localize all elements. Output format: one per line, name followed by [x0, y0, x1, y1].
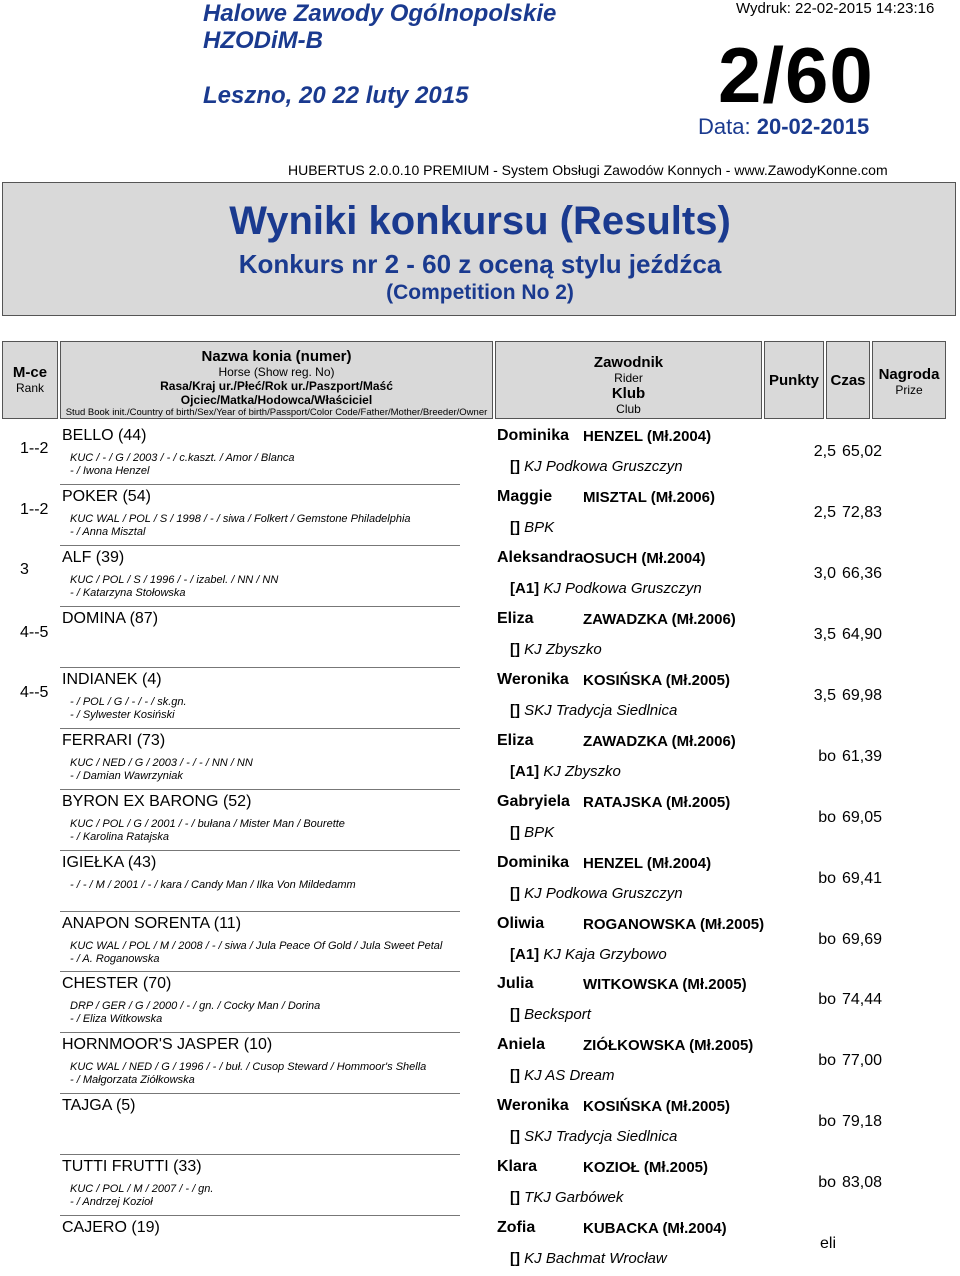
horse-owner: - / Damian Wawrzyniak	[70, 770, 183, 782]
horse-name: CAJERO	[62, 1219, 127, 1236]
rider-first-name: Eliza	[497, 610, 534, 627]
rider-last-name: RATAJSKA (Mł.2005)	[583, 794, 731, 811]
rider-first-name: Julia	[497, 975, 534, 992]
software-credit: HUBERTUS 2.0.0.10 PREMIUM - System Obsługi Zawodów Konnych - www.ZawodyKonne.com	[288, 162, 888, 178]
horse-number: (70)	[142, 975, 172, 992]
club-tag: []	[510, 1189, 520, 1206]
row-points: bo	[818, 1113, 836, 1130]
rank-header-label: M-ce	[12, 364, 48, 381]
row-horse	[62, 427, 147, 445]
horse-number: (19)	[131, 1219, 160, 1236]
row-time: 69,41	[842, 870, 883, 887]
horse-number: (43)	[127, 854, 157, 871]
rider-last-name: ZAWADZKA (Mł.2006)	[583, 733, 736, 750]
row-time: 64,90	[842, 626, 883, 643]
row-points: bo	[818, 1052, 836, 1069]
row-time: 61,39	[842, 748, 883, 765]
rider-first-name: Maggie	[497, 488, 553, 505]
horse-details: KUC WAL / POL / M / 2008 / - / siwa / Jula Peace Of Gold / Jula Sweet Petal	[70, 940, 443, 952]
rider-last-name: KOSIŃSKA (Mł.2005)	[583, 1098, 730, 1115]
row-separator	[60, 545, 460, 546]
rider-club	[510, 1006, 591, 1023]
col-header-rider	[495, 341, 762, 419]
row-rank: 3	[20, 561, 29, 578]
rider-club	[510, 1128, 677, 1145]
row-time: 74,44	[842, 991, 883, 1008]
rider-first-name: Aniela	[497, 1036, 546, 1053]
row-separator	[60, 1215, 460, 1216]
club-tag: [A1]	[510, 580, 540, 597]
event-title-2: HZODiM-B	[203, 27, 323, 54]
row-separator	[60, 667, 460, 668]
row-rank: 4--5	[20, 624, 49, 641]
row-points: 3,5	[813, 626, 836, 643]
horse-name: CHESTER	[62, 975, 139, 992]
row-separator	[60, 911, 460, 912]
horse-name: DOMINA	[62, 610, 126, 627]
rider-club	[510, 824, 554, 841]
row-horse	[62, 793, 251, 811]
points-header-label: Punkty	[768, 372, 819, 389]
rider-first-name: Oliwia	[497, 915, 545, 932]
horse-details: KUC / POL / S / 1996 / - / izabel. / NN / NN	[70, 574, 279, 586]
club-tag: [A1]	[510, 763, 540, 780]
rider-first-name: Klara	[497, 1158, 538, 1175]
row-separator	[60, 606, 460, 607]
horse-owner: - / Eliza Witkowska	[70, 1013, 163, 1025]
rider-last-name: OSUCH (Mł.2004)	[583, 550, 706, 567]
row-horse	[62, 1097, 136, 1115]
competition-name: Konkurs nr 2 - 60 z oceną stylu jeźdźca	[238, 249, 722, 279]
horse-details: KUC / NED / G / 2003 / - / - / NN / NN	[70, 757, 253, 769]
horse-details: KUC WAL / POL / S / 1998 / - / siwa / Folkert / Gemstone Philadelphia	[70, 513, 411, 525]
horse-name: FERRARI	[62, 732, 133, 749]
horse-header-line3: Rasa/Kraj ur./Płeć/Rok ur./Paszport/Maść	[160, 379, 393, 393]
horse-details: KUC / POL / M / 2007 / - / gn.	[70, 1183, 214, 1195]
rider-first-name: Dominika	[497, 854, 570, 871]
row-points: 3,5	[813, 687, 836, 704]
club-tag: []	[510, 1250, 520, 1267]
rider-club	[510, 641, 602, 658]
row-points: bo	[818, 870, 836, 887]
club-tag: []	[510, 885, 520, 902]
horse-header-label: Nazwa konia (numer)	[201, 348, 352, 365]
horse-name: BELLO	[62, 427, 114, 444]
club-name: KJ Kaja Grzybowo	[543, 946, 667, 963]
club-tag: []	[510, 1128, 520, 1145]
rider-club	[510, 946, 667, 963]
event-title-1: Halowe Zawody Ogólnopolskie	[203, 0, 557, 27]
rider-club	[510, 763, 621, 780]
rider-last-name: ZAWADZKA (Mł.2006)	[583, 611, 736, 628]
prize-header-sub: Prize	[895, 383, 923, 397]
row-separator	[60, 850, 460, 851]
rider-last-name: KOSIŃSKA (Mł.2005)	[583, 672, 730, 689]
row-horse	[62, 975, 171, 993]
col-header-rank	[2, 341, 58, 419]
row-time: 69,69	[842, 931, 883, 948]
club-tag: []	[510, 702, 520, 719]
rider-club	[510, 519, 554, 536]
rider-club	[510, 702, 677, 719]
horse-name: TUTTI FRUTTI	[62, 1158, 169, 1175]
row-time: 65,02	[842, 443, 883, 460]
row-separator	[60, 789, 460, 790]
results-title: Wyniki konkursu (Results)	[229, 199, 731, 243]
rider-last-name: WITKOWSKA (Mł.2005)	[583, 976, 747, 993]
club-name: KJ Zbyszko	[524, 641, 602, 658]
horse-header-line5: Stud Book init./Country of birth/Sex/Year of birth/Passport/Color Code/Father/Mother/Breeder/Owner	[65, 407, 488, 418]
horse-number: (39)	[95, 549, 125, 566]
horse-details: KUC WAL / NED / G / 1996 / - / buł. / Cusop Steward / Hommoor's Shella	[70, 1061, 427, 1073]
club-tag: [A1]	[510, 946, 540, 963]
club-name: KJ Zbyszko	[543, 763, 621, 780]
row-horse	[62, 915, 241, 933]
club-header-label: Klub	[611, 385, 646, 402]
club-header-sub: Club	[616, 402, 641, 416]
rank-header-sub: Rank	[15, 381, 44, 395]
rider-first-name: Zofia	[497, 1219, 536, 1236]
rider-last-name: HENZEL (Mł.2004)	[583, 428, 712, 445]
date-label: Data:	[698, 114, 751, 139]
horse-name: INDIANEK	[62, 671, 138, 688]
club-tag: []	[510, 519, 520, 536]
rider-last-name: HENZEL (Mł.2004)	[583, 855, 712, 872]
club-name: SKJ Tradycja Siedlnica	[524, 702, 678, 719]
club-name: BPK	[524, 824, 555, 841]
horse-owner: - / Iwona Henzel	[70, 465, 150, 477]
row-points: bo	[818, 991, 836, 1008]
horse-details: - / POL / G / - / - / sk.gn.	[70, 696, 187, 708]
row-time: 72,83	[842, 504, 883, 521]
col-header-horse	[60, 341, 493, 419]
row-rank: 1--2	[20, 501, 49, 518]
horse-owner: - / Anna Misztal	[70, 526, 146, 538]
rider-club	[510, 580, 702, 597]
horse-owner: - / Katarzyna Stołowska	[70, 587, 186, 599]
print-timestamp: Wydruk: 22-02-2015 14:23:16	[736, 0, 935, 17]
row-horse	[62, 1158, 202, 1176]
col-header-time	[826, 341, 870, 419]
row-points: bo	[818, 1174, 836, 1191]
club-tag: []	[510, 458, 520, 475]
row-time: 79,18	[842, 1113, 883, 1130]
competition-name-en: (Competition No 2)	[386, 281, 574, 304]
row-separator	[60, 971, 460, 972]
row-horse	[62, 1036, 272, 1054]
row-separator	[60, 728, 460, 729]
row-time: 83,08	[842, 1174, 883, 1191]
col-header-points	[764, 341, 824, 419]
prize-header-label: Nagroda	[878, 366, 940, 383]
row-points: bo	[818, 809, 836, 826]
row-points: bo	[818, 931, 836, 948]
row-points: eli	[819, 1235, 836, 1252]
club-name: SKJ Tradycja Siedlnica	[524, 1128, 678, 1145]
rider-club	[510, 1250, 667, 1267]
horse-name: POKER	[62, 488, 119, 505]
rider-club	[510, 1189, 623, 1206]
rider-header-sub: Rider	[614, 371, 643, 385]
horse-owner: - / A. Roganowska	[70, 953, 160, 965]
row-time: 69,05	[842, 809, 883, 826]
row-time: 77,00	[842, 1052, 883, 1069]
row-horse	[62, 732, 165, 750]
row-separator	[60, 1032, 460, 1033]
horse-details: KUC / POL / G / 2001 / - / bułana / Mister Man / Bourette	[70, 818, 345, 830]
rider-first-name: Gabryiela	[497, 793, 570, 810]
row-rank: 1--2	[20, 440, 49, 457]
horse-name: ANAPON SORENTA	[62, 915, 210, 932]
rider-first-name: Weronika	[497, 671, 569, 688]
horse-name: IGIEŁKA	[62, 854, 124, 871]
row-separator	[60, 1093, 460, 1094]
event-place-date: Leszno, 20 22 luty 2015	[203, 82, 469, 109]
horse-number: (10)	[243, 1036, 273, 1053]
row-points: bo	[818, 748, 836, 765]
row-horse	[62, 854, 156, 872]
row-horse	[62, 549, 124, 567]
club-tag: []	[510, 641, 520, 658]
rider-header-label: Zawodnik	[593, 354, 664, 371]
row-rank: 4--5	[20, 684, 49, 701]
row-horse	[62, 488, 151, 506]
row-horse	[62, 671, 162, 689]
row-separator	[60, 1154, 460, 1155]
rider-club	[510, 458, 683, 475]
horse-number: (73)	[136, 732, 166, 749]
rider-first-name: Weronika	[497, 1097, 569, 1114]
club-tag: []	[510, 824, 520, 841]
row-time: 66,36	[842, 565, 883, 582]
club-name: KJ Podkowa Gruszczyn	[543, 580, 702, 597]
competition-date	[698, 114, 869, 140]
rider-club	[510, 1067, 614, 1084]
horse-number: (87)	[129, 610, 159, 627]
club-tag: []	[510, 1067, 520, 1084]
club-name: BPK	[524, 519, 555, 536]
horse-name: ALF	[62, 549, 92, 566]
row-points: 3,0	[813, 565, 836, 582]
horse-details: - / - / M / 2001 / - / kara / Candy Man / Ilka Von Mildedamm	[70, 879, 356, 891]
club-name: KJ AS Dream	[524, 1067, 615, 1084]
horse-header-sub: Horse (Show reg. No)	[218, 365, 335, 379]
horse-number: (52)	[222, 793, 252, 810]
club-name: KJ Podkowa Gruszczyn	[524, 458, 683, 475]
row-separator	[60, 484, 460, 485]
rider-last-name: MISZTAL (Mł.2006)	[583, 489, 715, 506]
row-horse	[62, 610, 158, 628]
club-name: KJ Bachmat Wrocław	[524, 1250, 667, 1267]
rider-last-name: ZIÓŁKOWSKA (Mł.2005)	[583, 1037, 754, 1054]
rider-first-name: Dominika	[497, 427, 570, 444]
row-horse	[62, 1219, 160, 1237]
horse-number: (33)	[173, 1158, 202, 1175]
horse-number: (4)	[142, 671, 162, 688]
rider-first-name: Aleksandra	[497, 549, 584, 566]
horse-owner: - / Karolina Ratajska	[70, 831, 170, 843]
horse-number: (5)	[115, 1097, 136, 1114]
horse-owner: - / Sylwester Kosiński	[70, 709, 175, 721]
horse-owner: - / Małgorzata Ziółkowska	[70, 1074, 195, 1086]
horse-details: DRP / GER / G / 2000 / - / gn. / Cocky Man / Dorina	[70, 1000, 321, 1012]
horse-number: (44)	[118, 427, 147, 444]
club-name: KJ Podkowa Gruszczyn	[524, 885, 683, 902]
rider-club	[510, 885, 683, 902]
time-header-label: Czas	[830, 372, 866, 389]
club-name: Becksport	[524, 1006, 591, 1023]
horse-number: (11)	[213, 915, 242, 932]
club-name: TKJ Garbówek	[524, 1189, 624, 1206]
competition-number: 2/60	[718, 31, 874, 119]
horse-name: HORNMOOR'S JASPER	[62, 1036, 240, 1053]
club-tag: []	[510, 1006, 520, 1023]
horse-name: BYRON EX BARONG	[62, 793, 219, 810]
rider-first-name: Eliza	[497, 732, 534, 749]
col-header-prize	[872, 341, 946, 419]
date-value: 20-02-2015	[756, 114, 870, 139]
results-title-box	[2, 182, 956, 316]
horse-name: TAJGA	[62, 1097, 112, 1114]
horse-number: (54)	[122, 488, 151, 505]
rider-last-name: KUBACKA (Mł.2004)	[583, 1220, 727, 1237]
horse-owner: - / Andrzej Kozioł	[70, 1196, 153, 1208]
rider-last-name: ROGANOWSKA (Mł.2005)	[583, 916, 765, 933]
horse-details: KUC / - / G / 2003 / - / c.kaszt. / Amor / Blanca	[70, 452, 295, 464]
row-points: 2,5	[813, 504, 836, 521]
rider-last-name: KOZIOŁ (Mł.2005)	[583, 1159, 709, 1176]
horse-header-line4: Ojciec/Matka/Hodowca/Właściciel	[180, 393, 373, 407]
row-points: 2,5	[813, 443, 836, 460]
row-time: 69,98	[842, 687, 883, 704]
